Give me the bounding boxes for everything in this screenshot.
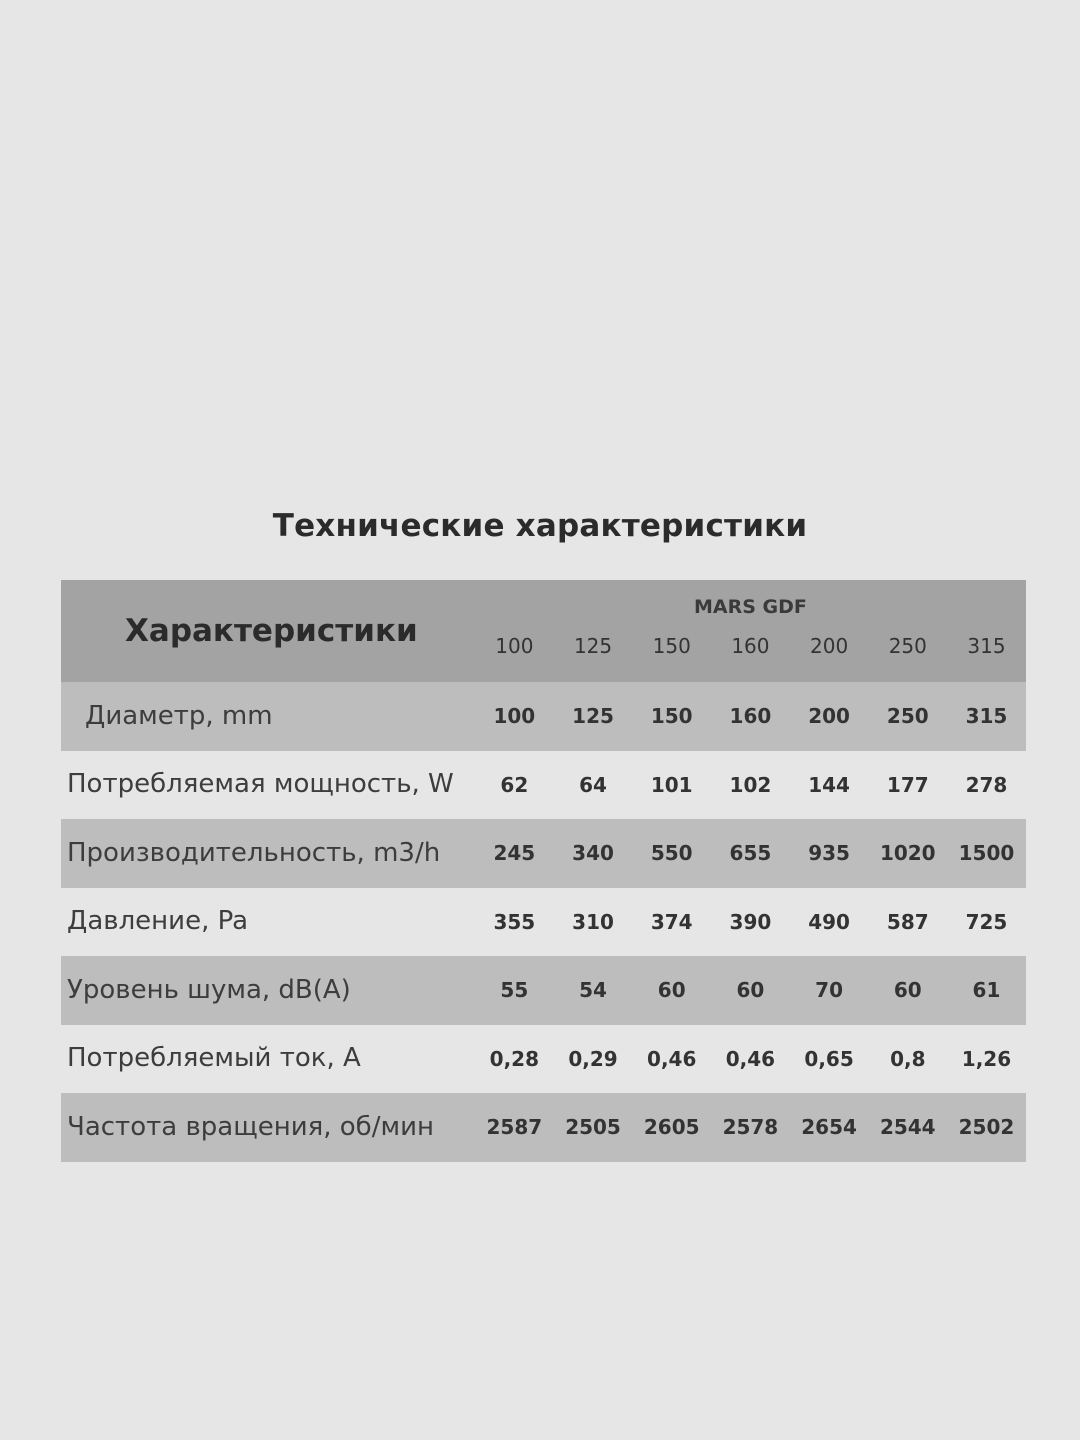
table-cell: 2578 xyxy=(711,1093,790,1162)
table-row xyxy=(61,1025,1026,1094)
table-cell: 177 xyxy=(886,772,929,797)
series-label: MARS GDF xyxy=(693,596,807,618)
table-cell: 100 xyxy=(475,682,554,751)
row-label: Уровень шума, dB(A) xyxy=(61,956,475,1025)
header-label: Характеристики xyxy=(125,613,418,649)
table-cell: 935 xyxy=(790,819,869,888)
table-cell: 310 xyxy=(572,909,614,934)
table-cell: 160 xyxy=(711,682,790,751)
table-cell: 1500 xyxy=(947,819,1026,888)
table-cell: 61 xyxy=(947,956,1026,1025)
table-cell: 150 xyxy=(632,682,711,751)
size-cell: 160 xyxy=(731,634,770,658)
size-cell: 315 xyxy=(967,634,1006,658)
table-cell: 355 xyxy=(493,909,536,934)
table-cell: 54 xyxy=(554,956,633,1025)
size-cell: 125 xyxy=(573,634,613,658)
header-values xyxy=(475,580,1026,682)
size-cell: 150 xyxy=(652,634,691,658)
table-cell: 2605 xyxy=(632,1093,711,1162)
size-cell: 200 xyxy=(810,634,849,658)
row-label: Диаметр, mm xyxy=(61,682,475,751)
table-cell: 64 xyxy=(579,772,607,797)
table-cell: 0,46 xyxy=(647,1046,697,1071)
table-cell: 1020 xyxy=(868,819,947,888)
table-row xyxy=(61,888,1026,957)
row-label: Давление, Pa xyxy=(67,906,249,937)
table-cell: 60 xyxy=(868,956,947,1025)
table-cell: 2502 xyxy=(947,1093,1026,1162)
table-row xyxy=(61,1093,1026,1162)
table-cell: 102 xyxy=(729,772,772,797)
table-cell: 490 xyxy=(808,909,850,934)
row-label: Потребляемая мощность, W xyxy=(67,769,454,800)
table-cell: 62 xyxy=(500,772,529,797)
table-cell: 60 xyxy=(632,956,711,1025)
table-cell: 2654 xyxy=(790,1093,869,1162)
table-cell: 144 xyxy=(808,772,850,797)
table-cell: 245 xyxy=(475,819,554,888)
table-cell: 1,26 xyxy=(961,1046,1012,1071)
table-cell: 2587 xyxy=(475,1093,554,1162)
table-cell: 125 xyxy=(554,682,633,751)
spec-table xyxy=(61,580,1026,1162)
table-cell: 0,28 xyxy=(489,1046,540,1071)
table-row xyxy=(61,682,1026,751)
table-cell: 340 xyxy=(554,819,633,888)
size-row xyxy=(475,634,1026,658)
row-label: Частота вращения, об/мин xyxy=(61,1093,475,1162)
table-cell: 0,29 xyxy=(568,1046,618,1071)
table-cell: 315 xyxy=(947,682,1026,751)
table-cell: 60 xyxy=(711,956,790,1025)
table-cell: 55 xyxy=(475,956,554,1025)
table-cell: 0,8 xyxy=(890,1046,926,1071)
table-cell: 0,46 xyxy=(725,1046,776,1071)
page-title: Технические характеристики xyxy=(272,508,808,544)
table-cell: 550 xyxy=(632,819,711,888)
size-cell: 100 xyxy=(495,634,534,658)
table-cell: 655 xyxy=(711,819,790,888)
size-cell: 250 xyxy=(888,634,927,658)
table-header-row xyxy=(61,580,1026,682)
table-cell: 278 xyxy=(965,772,1008,797)
table-cell: 250 xyxy=(868,682,947,751)
row-label: Производительность, m3/h xyxy=(61,819,475,888)
table-cell: 2505 xyxy=(554,1093,633,1162)
table-row xyxy=(61,956,1026,1025)
table-row xyxy=(61,819,1026,888)
table-cell: 70 xyxy=(790,956,869,1025)
table-cell: 101 xyxy=(650,772,693,797)
row-label: Потребляемый ток, А xyxy=(67,1043,361,1074)
table-cell: 725 xyxy=(965,909,1008,934)
table-row xyxy=(61,751,1026,820)
table-cell: 587 xyxy=(886,909,929,934)
table-cell: 200 xyxy=(790,682,869,751)
table-cell: 374 xyxy=(650,909,693,934)
table-cell: 390 xyxy=(729,909,772,934)
table-cell: 0,65 xyxy=(804,1046,854,1071)
table-cell: 2544 xyxy=(868,1093,947,1162)
